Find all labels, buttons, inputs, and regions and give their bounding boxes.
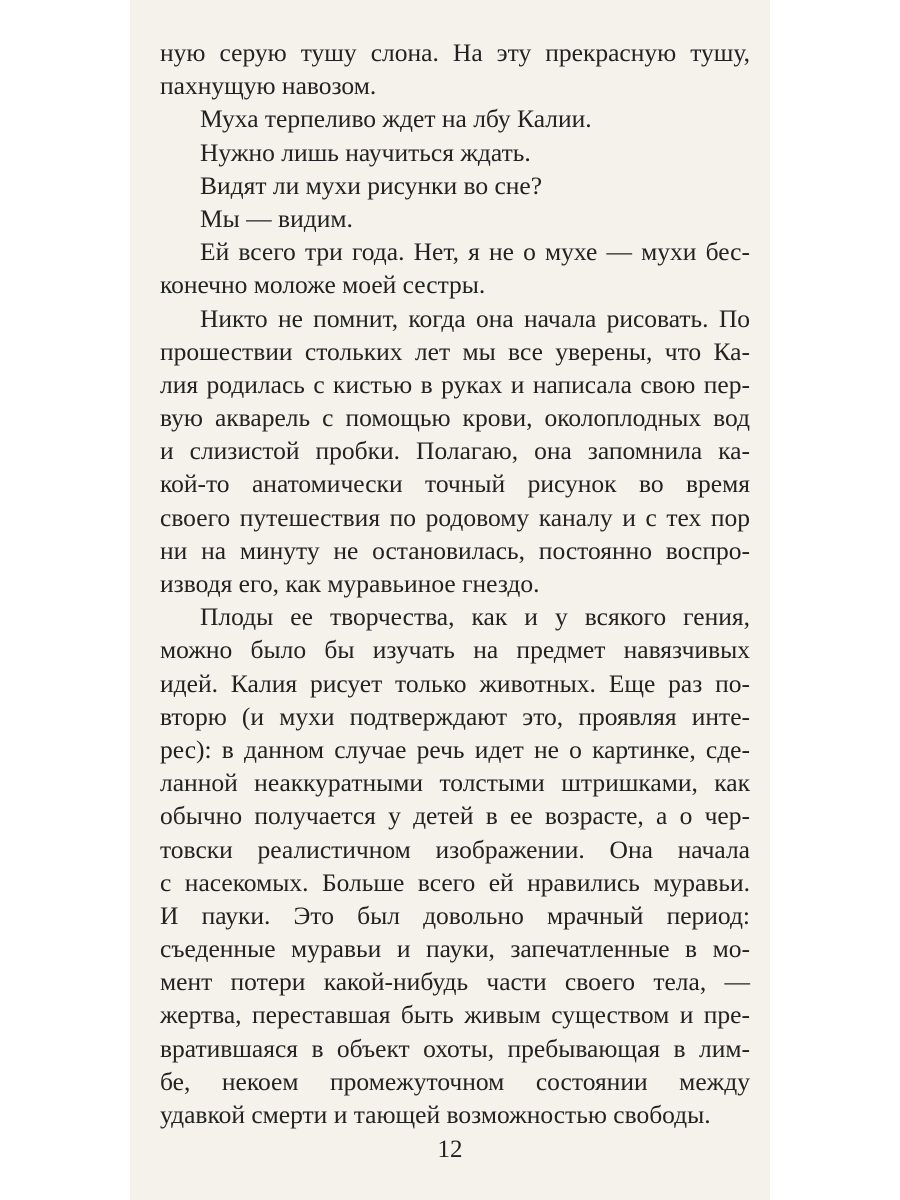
text-line: рес): в данном случае речь идет не о картинке, сде-	[160, 734, 750, 764]
text-line: вратившаяся в объект охоты, пребывающая в лим-	[160, 1033, 750, 1063]
text-line: мент потери какой-нибудь части своего тела, —	[160, 967, 750, 997]
text-line: можно было бы изучать на предмет навязчивых	[160, 635, 750, 665]
text-line: своего путешествия по родовому каналу и с тех пор	[160, 502, 750, 532]
text-line: вторю (и мухи подтверждают это, проявляя инте-	[160, 701, 750, 731]
text-line: Никто не помнит, когда она начала рисовать. По	[200, 303, 750, 333]
text-line: и слизистой пробки. Полагаю, она запомнила ка-	[160, 436, 750, 466]
page-text	[160, 36, 750, 1131]
text-line: жертва, переставшая быть живым существом и пре-	[160, 1000, 750, 1030]
text-line: Видят ли мухи рисунки во сне?	[200, 170, 543, 200]
text-line: изводя его, как муравьиное гнездо.	[160, 569, 540, 598]
text-line: Муха терпеливо ждет на лбу Калии.	[200, 104, 592, 134]
text-line: кой-то анатомически точный рисунок во время	[160, 469, 750, 499]
text-line: ни на минуту не остановилась, постоянно воспро-	[160, 535, 750, 565]
text-line: Мы — видим.	[200, 203, 353, 233]
text-line: прошествии стольких лет мы все уверены, что Ка-	[160, 336, 750, 366]
text-line: с насекомых. Больше всего ей нравились муравьи.	[160, 867, 750, 897]
text-line: ную серую тушу слона. На эту прекрасную тушу,	[160, 38, 750, 67]
text-line: И пауки. Это был довольно мрачный период:	[160, 900, 750, 930]
text-line: идей. Калия рисует только животных. Еще раз по-	[160, 668, 750, 698]
text-line: лия родилась с кистью в руках и написала свою пер-	[160, 369, 750, 399]
page-number: 12	[437, 1136, 463, 1163]
text-line: бе, некоем промежуточном состоянии между	[160, 1066, 750, 1096]
text-line: пахнущую навозом.	[160, 71, 377, 101]
text-line: обычно получается у детей в ее возрасте, а о чер-	[160, 801, 750, 831]
text-line: Плоды ее творчества, как и у всякого гения,	[200, 602, 750, 632]
text-line: Нужно лишь научиться ждать.	[200, 137, 531, 167]
text-line: съеденные муравьи и пауки, запечатленные в мо-	[160, 934, 750, 964]
text-line: ланной неаккуратными толстыми штришками, как	[160, 768, 750, 798]
text-line: Ей всего три года. Нет, я не о мухе — мухи бес-	[200, 237, 750, 267]
text-line: удавкой смерти и тающей возможностью свободы.	[160, 1100, 711, 1129]
text-line: конечно моложе моей сестры.	[160, 270, 486, 300]
text-line: товски реалистичном изображении. Она начала	[160, 834, 750, 864]
text-line: вую акварель с помощью крови, околоплодных вод	[160, 403, 750, 433]
